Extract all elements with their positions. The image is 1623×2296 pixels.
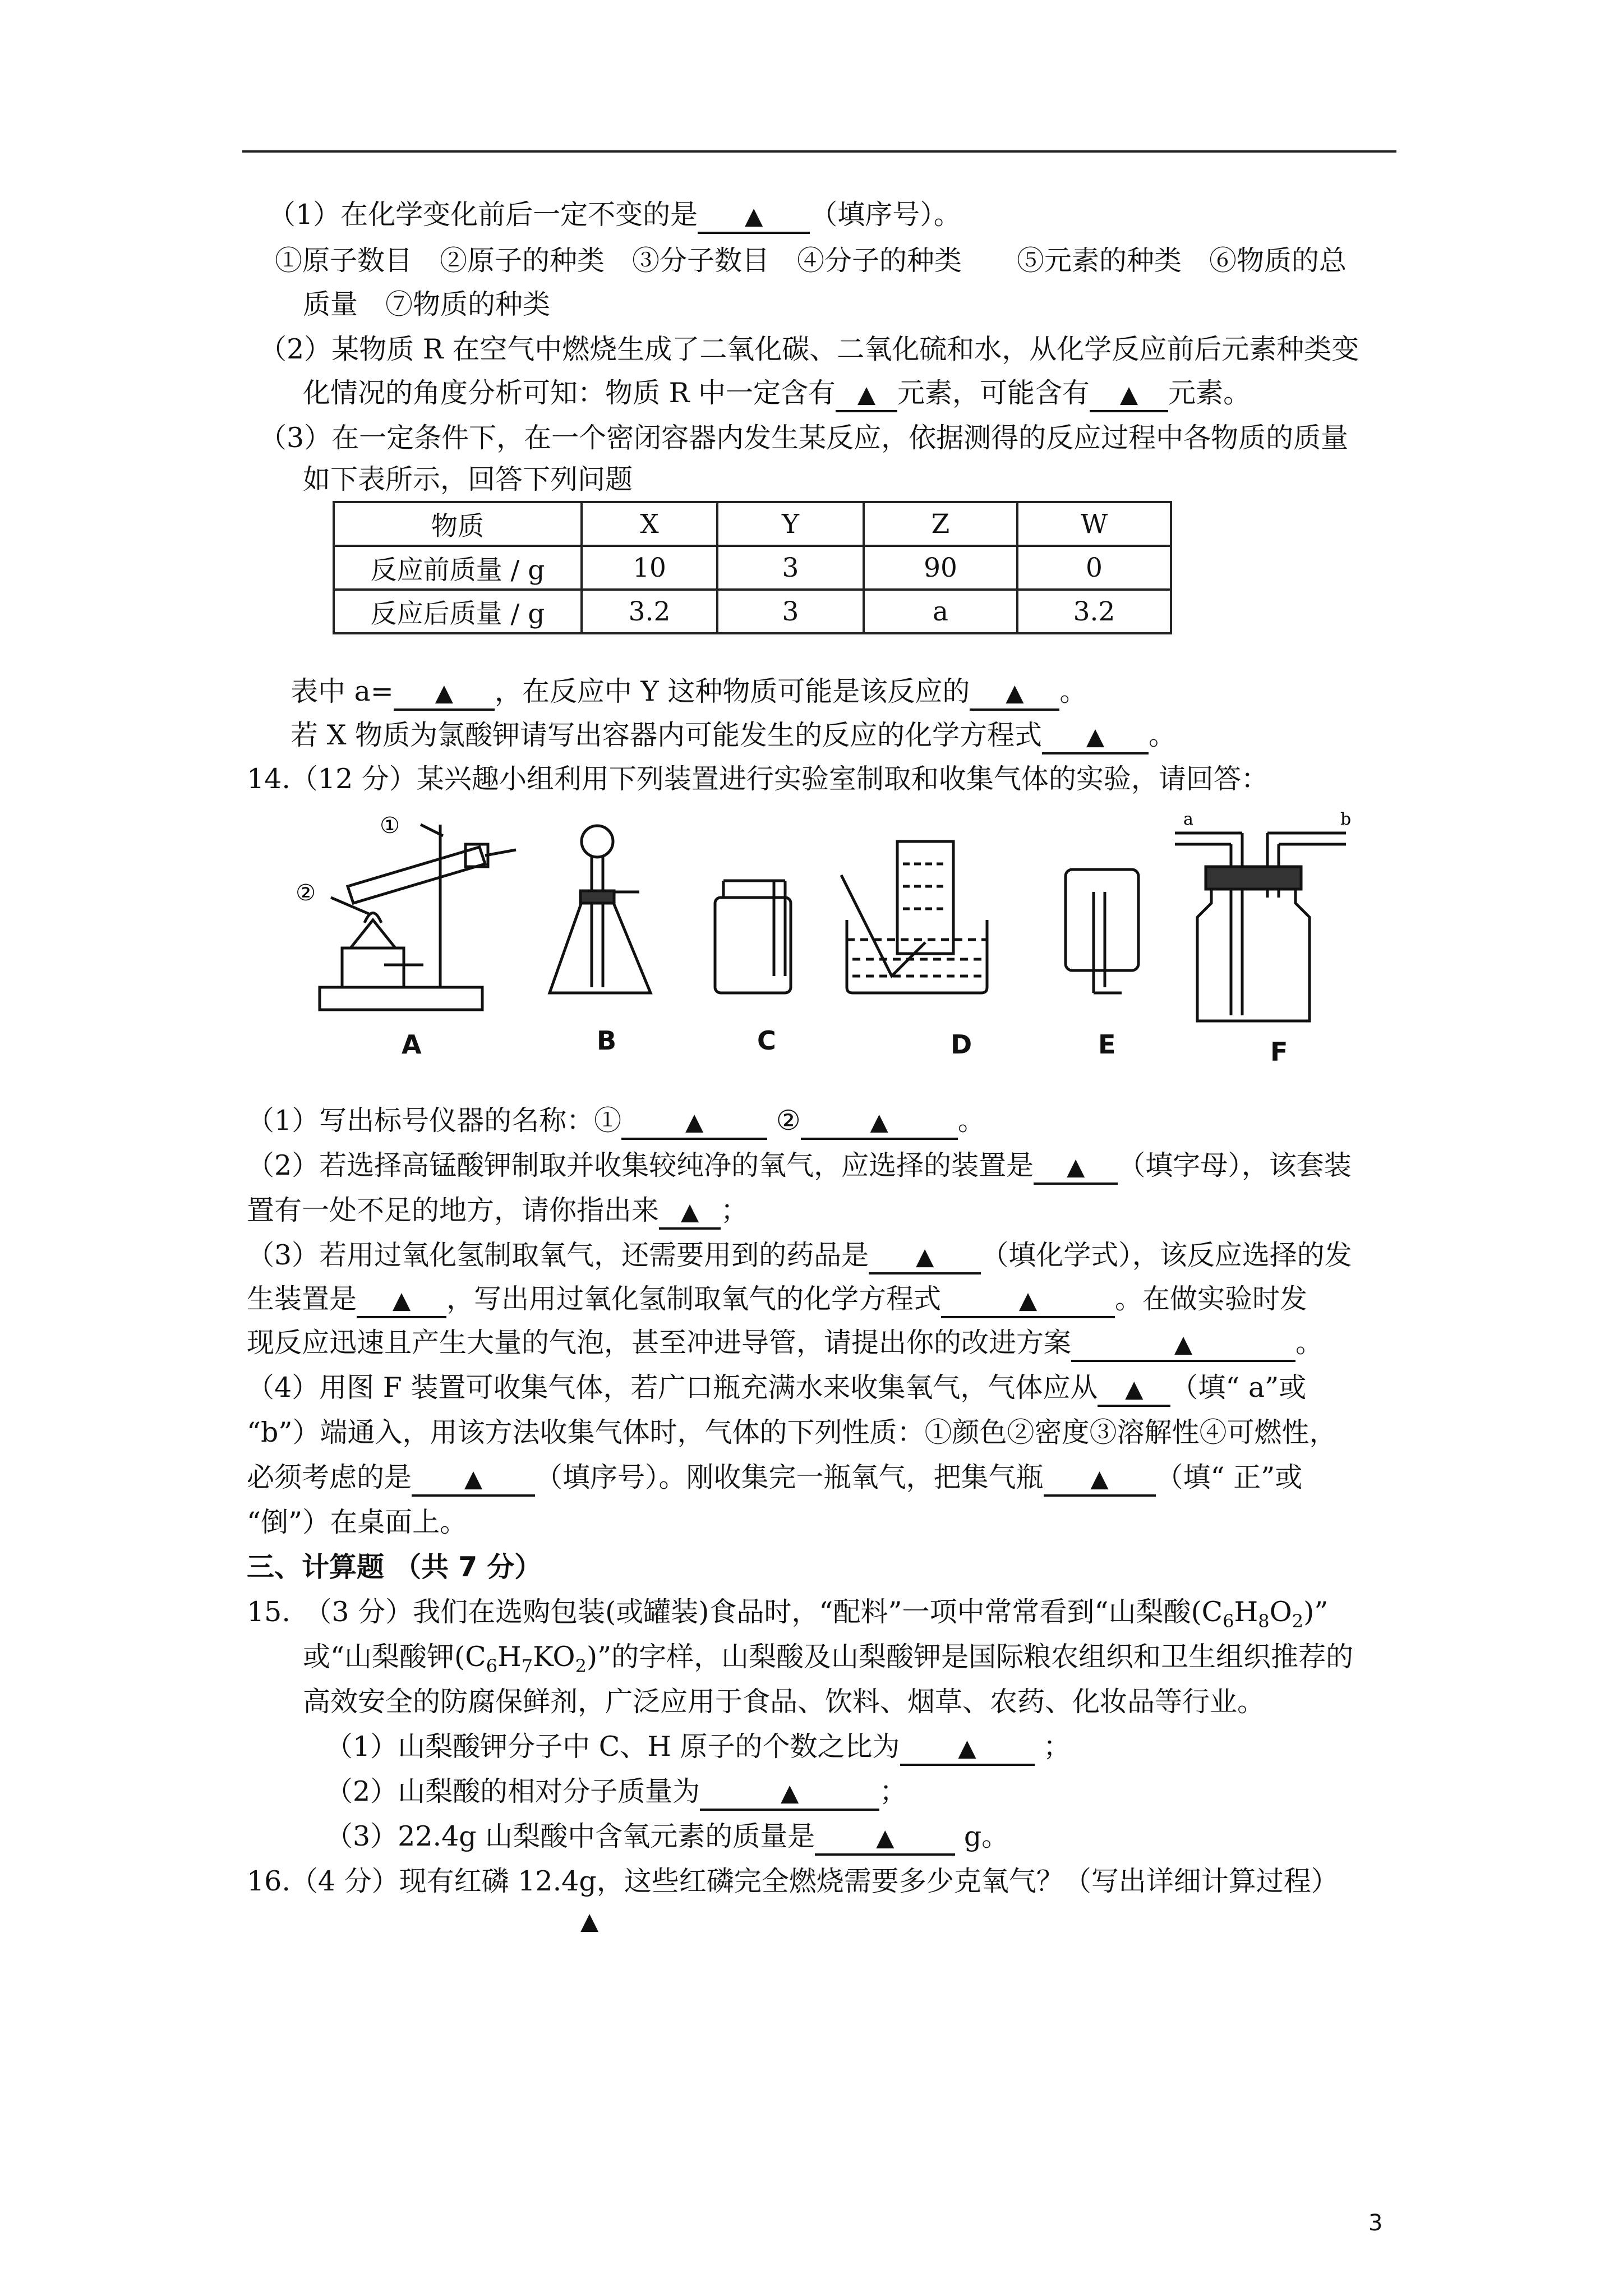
- apparatus-d: [841, 841, 987, 993]
- caption-a: A: [402, 1029, 422, 1060]
- q13-options-line2: 质量 ⑦物质的种类: [303, 288, 551, 320]
- table-cell: W: [1017, 502, 1171, 546]
- caption-e: E: [1098, 1029, 1116, 1060]
- label-a: a: [1183, 809, 1193, 829]
- apparatus-a: [320, 825, 516, 1010]
- table-cell: X: [582, 502, 717, 546]
- table-header-row: [334, 502, 1171, 546]
- header-rule: [242, 150, 1396, 153]
- answer-blank[interactable]: ▲: [394, 676, 495, 711]
- q15-line1: 15. （3 分）我们在选购包装(或罐装)食品时，“配料”一项中常常看到“山梨酸$(C_6H_8O_2)$”: [247, 1596, 1329, 1632]
- answer-blank[interactable]: ▲: [941, 1283, 1115, 1318]
- answer-marker[interactable]: ▲: [580, 1907, 599, 1935]
- answer-blank[interactable]: ▲: [900, 1731, 1035, 1766]
- q14-part4-line3: 必须考虑的是 ▲ （填序号）。刚收集完一瓶氧气，把集气瓶 ▲ （填“ 正”或: [247, 1459, 1302, 1497]
- q13-options-line1: ①原子数目 ②原子的种类 ③分子数目 ④分子的种类 ⑤元素的种类 ⑥物质的总: [275, 245, 1347, 277]
- caption-b: B: [597, 1025, 617, 1056]
- caption-f: F: [1270, 1037, 1288, 1067]
- q15-sub3: （3）22.4g 山梨酸中含氧元素的质量是 ▲ g。: [325, 1818, 1009, 1856]
- table-cell: Y: [717, 502, 864, 546]
- page-number: 3: [1368, 2210, 1383, 2236]
- answer-blank[interactable]: ▲: [869, 1240, 981, 1274]
- table-row: [334, 546, 1171, 590]
- q13-part1: （1）在化学变化前后一定不变的是 ▲ （填序号）。: [268, 196, 961, 234]
- q16-line: 16.（4 分）现有红磷 12.4g，这些红磷完全燃烧需要多少克氧气？（写出详细计算过程）: [247, 1865, 1339, 1897]
- table-cell: 反应前质量 / g: [334, 546, 582, 590]
- table-row: [334, 590, 1171, 633]
- answer-blank[interactable]: ▲: [1098, 1372, 1170, 1407]
- q14-part1: （1）写出标号仪器的名称：① ▲ ② ▲ 。: [247, 1102, 985, 1140]
- q15-line3: 高效安全的防腐保鲜剂，广泛应用于食品、饮料、烟草、农药、化妆品等行业。: [303, 1686, 1265, 1718]
- answer-blank[interactable]: ▲: [836, 378, 897, 412]
- caption-c: C: [757, 1025, 776, 1056]
- q14-part3-line1: （3）若用过氧化氢制取氧气，还需要用到的药品是 ▲ （填化学式），该反应选择的发: [247, 1237, 1352, 1274]
- answer-blank[interactable]: ▲: [1042, 720, 1149, 754]
- apparatus-b: [550, 826, 651, 993]
- mass-table: [333, 501, 1172, 634]
- q13-part2-line1: （2）某物质 R 在空气中燃烧生成了二氧化碳、二氧化硫和水，从化学反应前后元素种类变: [259, 333, 1359, 365]
- apparatus-e: [1066, 869, 1138, 993]
- q15-line2: 或“山梨酸钾$(C_6H_7KO_2)$”的字样，山梨酸及山梨酸钾是国际粮农组织和卫生组织推荐的: [303, 1641, 1354, 1677]
- table-cell: 反应后质量 / g: [334, 590, 582, 633]
- label-b: b: [1340, 809, 1352, 829]
- q13-x-line: 若 X 物质为氯酸钾请写出容器内可能发生的反应的化学方程式 ▲ 。: [291, 717, 1176, 754]
- q13-a-line: 表中 a= ▲ ，在反应中 Y 这种物质可能是该反应的 ▲ 。: [291, 673, 1087, 711]
- q14-part4-line2: “b”）端通入，用该方法收集气体时，气体的下列性质：①颜色②密度③溶解性④可燃性，: [247, 1416, 1337, 1448]
- q13-part3-line1: （3）在一定条件下，在一个密闭容器内发生某反应，依据测得的反应过程中各物质的质量: [259, 422, 1349, 454]
- table-cell: a: [864, 590, 1017, 633]
- q14-part3-line2: 生装置是 ▲ ，写出用过氧化氢制取氧气的化学方程式 ▲ 。在做实验时发: [247, 1281, 1307, 1318]
- answer-blank[interactable]: ▲: [801, 1105, 958, 1140]
- table-cell: 0: [1017, 546, 1171, 590]
- apparatus-f: [1175, 833, 1346, 1021]
- answer-blank[interactable]: ▲: [1034, 1150, 1118, 1185]
- answer-blank[interactable]: ▲: [970, 676, 1059, 711]
- table-cell: 10: [582, 546, 717, 590]
- answer-blank[interactable]: ▲: [1044, 1462, 1156, 1497]
- answer-blank[interactable]: ▲: [621, 1105, 767, 1140]
- answer-blank[interactable]: ▲: [659, 1195, 721, 1230]
- q15-sub1: （1）山梨酸钾分子中 C、H 原子的个数之比为 ▲ ；: [325, 1728, 1071, 1766]
- table-cell: Z: [864, 502, 1017, 546]
- q14-part3-line3: 现反应迅速且产生大量的气泡，甚至冲进导管，请提出你的改进方案 ▲ 。: [247, 1324, 1323, 1362]
- q13-part3-line2: 如下表所示，回答下列问题: [303, 463, 633, 495]
- table-cell: 3: [717, 590, 864, 633]
- answer-blank[interactable]: ▲: [357, 1283, 446, 1318]
- table-cell: 3.2: [582, 590, 717, 633]
- answer-blank[interactable]: ▲: [1090, 378, 1168, 412]
- answer-blank[interactable]: ▲: [700, 1776, 879, 1811]
- table-cell: 90: [864, 546, 1017, 590]
- table-cell: 3.2: [1017, 590, 1171, 633]
- label-two: ②: [296, 880, 316, 906]
- answer-blank[interactable]: ▲: [1071, 1327, 1295, 1362]
- table-cell: 物质: [334, 502, 582, 546]
- q13-part2-line2: 化情况的角度分析可知：物质 R 中一定含有 ▲ 元素，可能含有 ▲ 元素。: [303, 375, 1251, 412]
- lab-apparatus-figure: [280, 802, 1402, 1066]
- label-one: ①: [380, 813, 400, 839]
- apparatus-c: [715, 881, 791, 993]
- section-title: 三、计算题 （共 7 分）: [247, 1551, 542, 1583]
- table-cell: 3: [717, 546, 864, 590]
- q14-part4-line1: （4）用图 F 装置可收集气体，若广口瓶充满水来收集氧气，气体应从 ▲ （填“ a”或: [247, 1369, 1306, 1407]
- caption-d: D: [951, 1029, 972, 1060]
- answer-blank[interactable]: ▲: [698, 199, 810, 234]
- q15-sub2: （2）山梨酸的相对分子质量为 ▲ ；: [325, 1773, 907, 1811]
- answer-blank[interactable]: ▲: [815, 1821, 955, 1856]
- q14-part4-line4: “倒”）在桌面上。: [247, 1506, 468, 1538]
- q14-title: 14.（12 分）某兴趣小组利用下列装置进行实验室制取和收集气体的实验，请回答：: [247, 763, 1269, 795]
- q14-part2-line1: （2）若选择高锰酸钾制取并收集较纯净的氧气，应选择的装置是 ▲ （填字母），该套装: [247, 1147, 1352, 1185]
- answer-blank[interactable]: ▲: [412, 1462, 535, 1497]
- q14-part2-line2: 置有一处不足的地方，请你指出来 ▲ ；: [247, 1192, 748, 1230]
